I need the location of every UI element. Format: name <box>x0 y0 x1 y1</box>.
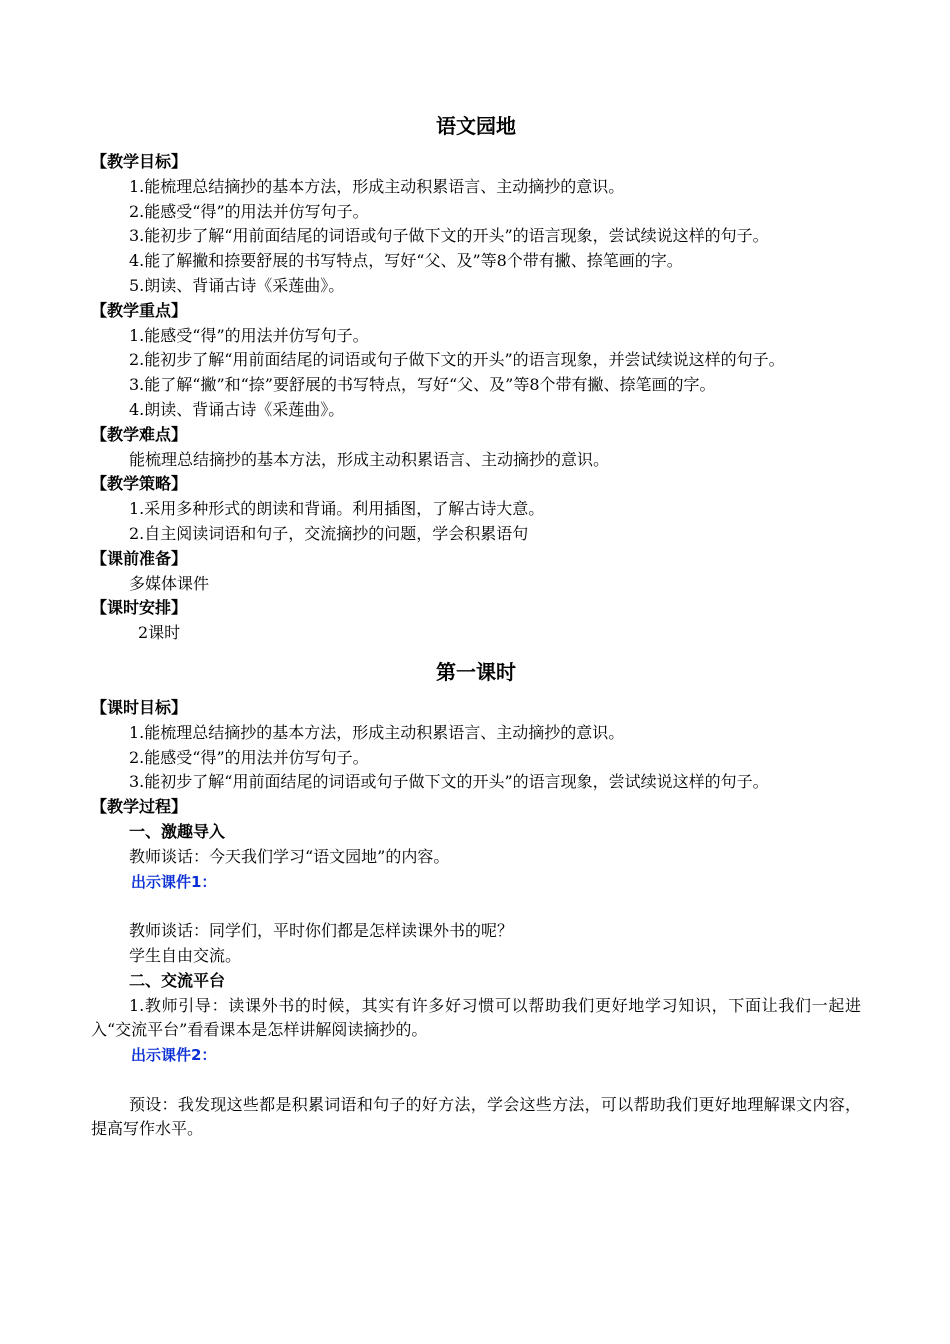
document-content <box>91 112 861 1142</box>
strategy-item: 2.自主阅读词语和句子，交流摘抄的问题，学会积累语句 <box>129 523 529 543</box>
part1-title: 一、激趣导入 <box>129 821 226 841</box>
strategy-item: 1.采用多种形式的朗读和背诵。利用插图，了解古诗大意。 <box>129 499 545 519</box>
slide2-label: 出示课件2： <box>131 1046 217 1065</box>
lesson-title: 第一课时 <box>436 659 516 684</box>
difficulty-text: 能梳理总结摘抄的基本方法，形成主动积累语言、主动摘抄的意识。 <box>129 449 610 469</box>
schedule-heading: 【课时安排】 <box>91 598 188 618</box>
part2-text: 1.教师引导：读课外书的时候，其实有许多好习惯可以帮助我们更好地学习知识，下面让我们一起进入“交流平台”看看课本是怎样讲解阅读摘抄的。 <box>91 995 861 1040</box>
part1-text: 教师谈话：今天我们学习“语文园地”的内容。 <box>129 846 450 866</box>
goal-item: 4.能了解撇和捺要舒展的书写特点，写好“父、及”等8个带有撇、捺笔画的字。 <box>129 251 683 271</box>
preparation-heading: 【课前准备】 <box>91 548 188 568</box>
slide1-placeholder <box>91 894 861 919</box>
part2-text2: 预设：我发现这些都是积累词语和句子的好方法，学会这些方法，可以帮助我们更好地理解课文内容，提高写作水平。 <box>91 1094 861 1139</box>
schedule-text: 2课时 <box>138 623 181 643</box>
goal-item: 1.能梳理总结摘抄的基本方法，形成主动积累语言、主动摘抄的意识。 <box>129 176 625 196</box>
slide1-label: 出示课件1： <box>131 872 217 891</box>
key-point-item: 4.朗读、背诵古诗《采莲曲》。 <box>129 399 345 419</box>
lesson-goals-heading: 【课时目标】 <box>91 697 188 717</box>
key-points-heading: 【教学重点】 <box>91 300 188 320</box>
document-title: 语文园地 <box>436 114 516 138</box>
lesson-goal-item: 3.能初步了解“用前面结尾的词语或句子做下文的开头”的语言现象，尝试续说这样的句子。 <box>129 772 769 792</box>
part1-text3: 学生自由交流。 <box>129 945 242 965</box>
key-point-item: 2.能初步了解“用前面结尾的词语或句子做下文的开头”的语言现象，并尝试续说这样的句子。 <box>129 350 785 370</box>
goals-heading: 【教学目标】 <box>91 152 188 171</box>
goal-item: 3.能初步了解“用前面结尾的词语或句子做下文的开头”的语言现象，尝试续说这样的句子。 <box>129 226 769 246</box>
lesson-goal-item: 1.能梳理总结摘抄的基本方法，形成主动积累语言、主动摘抄的意识。 <box>129 722 625 742</box>
part2-title: 二、交流平台 <box>129 970 226 990</box>
lesson-goal-item: 2.能感受“得”的用法并仿写句子。 <box>129 747 369 767</box>
slide2-placeholder <box>91 1068 861 1093</box>
strategy-heading: 【教学策略】 <box>91 474 188 494</box>
difficulty-heading: 【教学难点】 <box>91 424 188 444</box>
key-point-item: 1.能感受“得”的用法并仿写句子。 <box>129 325 369 345</box>
goal-item: 2.能感受“得”的用法并仿写句子。 <box>129 201 369 221</box>
part1-text2: 教师谈话：同学们，平时你们都是怎样读课外书的呢？ <box>129 921 514 941</box>
key-point-item: 3.能了解“撇”和“捺”要舒展的书写特点，写好“父、及”等8个带有撇、捺笔画的字。 <box>129 375 716 395</box>
goal-item: 5.朗读、背诵古诗《采莲曲》。 <box>129 275 345 295</box>
preparation-text: 多媒体课件 <box>129 573 210 593</box>
process-heading: 【教学过程】 <box>91 797 188 817</box>
